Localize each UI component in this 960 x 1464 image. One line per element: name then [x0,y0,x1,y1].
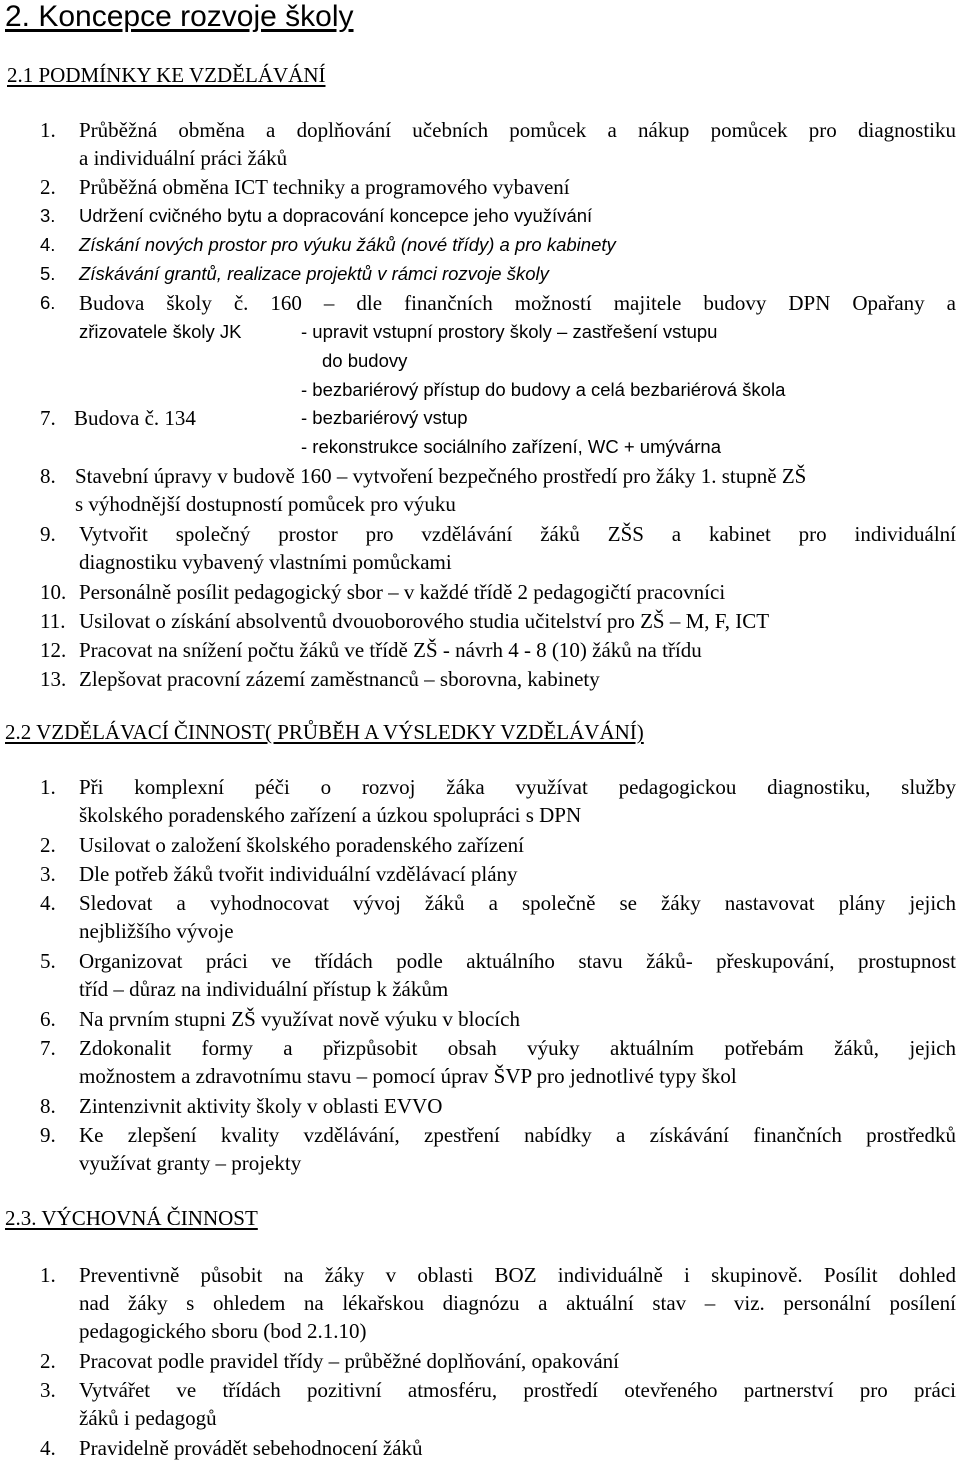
document-page: 2. Koncepce rozvoje školy 2.1 PODMÍNKY KE VZDĚLÁVÁNÍ 1. Průběžná obměna a doplňování učebních pomůcek a nákup pomůcek pro diagnostiku a individuální práci žáků 2. Průběžná obměna ICT techniky a programového vybavení 3. Udržení cvičného bytu a dopracování koncepce jeho využívání 4. Získání nových prostor pro výuku žáků (nové třídy) a pro kabinety 5. Získávání grantů, realizace projektů v rámci rozvoje školy 6. Budova školy č. 160 – dle finančních možností majitele budovy DPN Opařany a zřizovatele školy JK - upravit vstupní prostory školy – zastřešení vstupu do budovy - bezbariérový přístup do budovy a celá bezbariérová škola 7. Budova č. 134 - bezbariérový vstup - rekonstrukce sociálního zařízení, WC + umývárna 8. Stavební úpravy v budově 160 – vytvoření bezpečného prostředí pro žáky 1. stupně ZŠ s výhodnější dostupností pomůcek pro výuku 9. Vytvořit společný prostor pro vzdělávání žáků ZŠS a kabinet pro individuální diagnostiku vybavený vlastními pomůckami 10. Personálně posílit pedagogický sbor – v každé třídě 2 pedagogičtí pracovníci 11. Usilovat o získání absolventů dvouoborového studia učitelství pro ZŠ – M, F, ICT 12. Pracovat na snížení počtu žáků ve třídě ZŠ - návrh 4 - 8 (10) žáků na třídu 13. Zlepšovat pracovní zázemí zaměstnanců – sborovna, kabinety 2.2 VZDĚLÁVACÍ ČINNOST( PRŮBĚH A VÝSLEDKY VZDĚLÁVÁNÍ) 1. Při komplexní péči o rozvoj žáka využívat pedagogickou diagnostiku, služby školského poradenského zařízení a úzkou spolupráci s DPN 2. Usilovat o založení školského poradenského zařízení 3. Dle potřeb žáků tvořit individuální vzdělávací plány 4. Sledovat a vyhodnocovat vývoj žáků a společně se žáky nastavovat plány jejich nejbližšího vývoje 5. Organizovat práci ve třídách podle aktuálního stavu žáků- přeskupování, prostupnost tříd – důraz na individuální přístup k žákům 6. Na prvním stupni ZŠ využívat nově výuku v blocích 7. Zdokonalit formy a přizpůsobit obsah výuky aktuálním potřebám žáků, jejich možnostem a zdravotnímu stavu – pomocí úprav ŠVP pro jednotlivé typy škol 8. Zintenzivnit aktivity školy v oblasti EVVO 9. Ke zlepšení kvality vzdělávání, zpestření nabídky a získávání finančních prostředků využívat granty – projekty 2.3. VÝCHOVNÁ ČINNOST 1. Preventivně působit na žáky v oblasti BOZ individuálně i skupinově. Posílit dohled nad žáky s ohledem na lékařskou diagnózu a aktuální stav – viz. personální posílení pedagogického sboru (bod 2.1.10) 2. Pracovat podle pravidel třídy – průběžné doplňování, opakování 3. Vytvářet ve třídách pozitivní atmosféru, prostředí otevřeného partnerství pro práci žáků i pedagogů 4. Pravidelně provádět sebehodnocení žáků [5,0,956,1460]
page-title: 2. Koncepce rozvoje školy [5,0,354,33]
section-heading-2-3: 2.3. VÝCHOVNÁ ČINNOST [5,1206,258,1230]
section-heading-2-2: 2.2 VZDĚLÁVACÍ ČINNOST( PRŮBĚH A VÝSLEDKY VZDĚLÁVÁNÍ) [5,720,644,744]
section-heading-2-1: 2.1 PODMÍNKY KE VZDĚLÁVÁNÍ [7,63,326,87]
